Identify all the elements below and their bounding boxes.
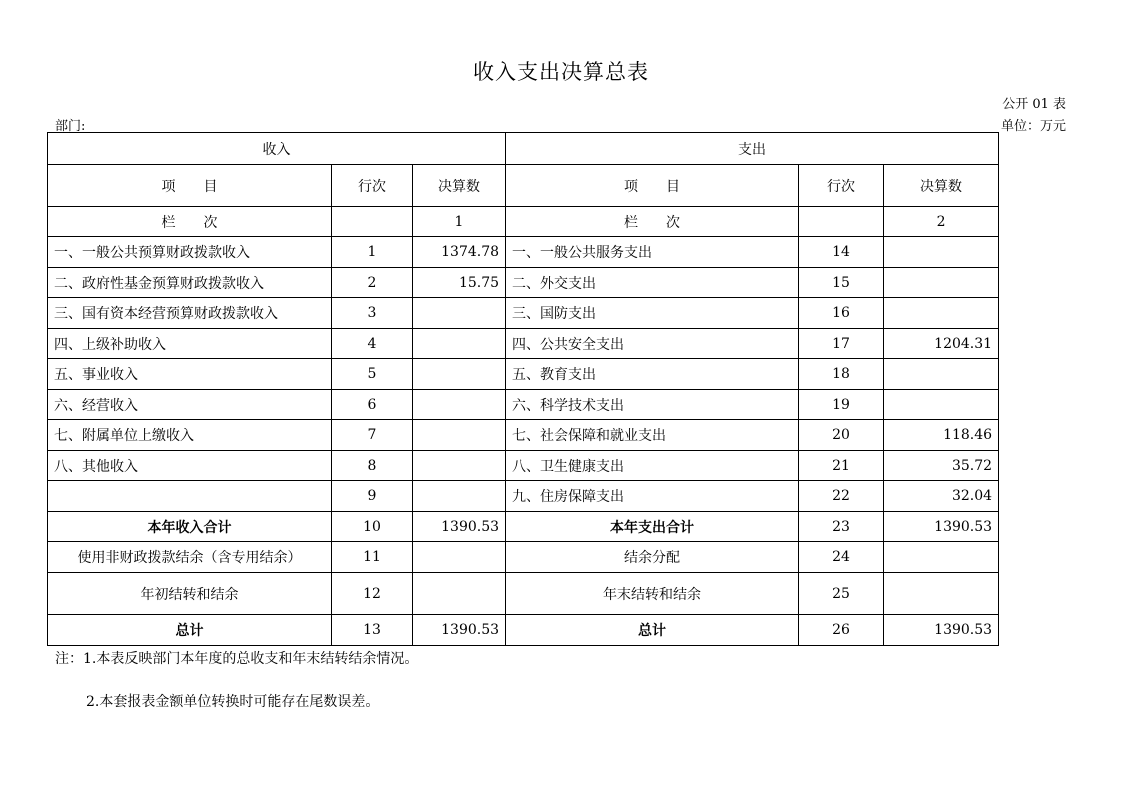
column-number-row xyxy=(48,207,999,237)
income-amount: 1374.78 xyxy=(413,237,506,268)
income-row-no: 5 xyxy=(332,359,413,390)
year-expense-total-label: 本年支出合计 xyxy=(506,512,799,542)
expense-row-no: 21 xyxy=(799,451,884,481)
income-column-label: 栏 次 xyxy=(48,207,332,237)
expense-amount: 35.72 xyxy=(884,451,999,481)
expense-item: 七、社会保障和就业支出 xyxy=(506,420,799,451)
budget-summary-table xyxy=(47,132,999,646)
expense-amount xyxy=(884,298,999,329)
non-fiscal-surplus-amount xyxy=(413,542,506,573)
income-row-no-header: 行次 xyxy=(332,165,413,207)
income-amount xyxy=(413,481,506,512)
expense-row-no-header: 行次 xyxy=(799,165,884,207)
year-income-total-row-no: 10 xyxy=(332,512,413,542)
section-header-row xyxy=(48,133,999,165)
expense-row-no: 20 xyxy=(799,420,884,451)
income-amount-header: 决算数 xyxy=(413,165,506,207)
expense-item: 八、卫生健康支出 xyxy=(506,451,799,481)
expense-amount xyxy=(884,237,999,268)
table-row xyxy=(48,390,999,420)
income-row-no: 9 xyxy=(332,481,413,512)
expense-row-no: 15 xyxy=(799,268,884,298)
surplus-distribution-amount xyxy=(884,542,999,573)
income-row-no: 6 xyxy=(332,390,413,420)
table-row xyxy=(48,329,999,359)
income-column-number: 1 xyxy=(413,207,506,237)
expense-amount xyxy=(884,268,999,298)
empty-cell xyxy=(332,207,413,237)
surplus-distribution-label: 结余分配 xyxy=(506,542,799,573)
empty-cell xyxy=(799,207,884,237)
grand-total-expense-label: 总计 xyxy=(506,615,799,646)
year-income-total-amount: 1390.53 xyxy=(413,512,506,542)
begin-carry-amount xyxy=(413,573,506,615)
table-row xyxy=(48,451,999,481)
non-fiscal-surplus-row-no: 11 xyxy=(332,542,413,573)
expense-amount-header: 决算数 xyxy=(884,165,999,207)
grand-total-expense-row-no: 26 xyxy=(799,615,884,646)
begin-carry-row-no: 12 xyxy=(332,573,413,615)
expense-column-label: 栏 次 xyxy=(506,207,799,237)
year-expense-total-amount: 1390.53 xyxy=(884,512,999,542)
expense-item: 六、科学技术支出 xyxy=(506,390,799,420)
grand-total-income-label: 总计 xyxy=(48,615,332,646)
expense-row-no: 18 xyxy=(799,359,884,390)
income-item: 二、政府性基金预算财政拨款收入 xyxy=(48,268,332,298)
income-item-header: 项 目 xyxy=(48,165,332,207)
grand-total-income-row-no: 13 xyxy=(332,615,413,646)
note-1: 注：1.本表反映部门本年度的总收支和年末结转结余情况。 xyxy=(55,651,419,667)
form-number: 公开 01 表 xyxy=(1002,97,1066,112)
expense-amount xyxy=(884,390,999,420)
year-total-row xyxy=(48,512,999,542)
carry-over-row xyxy=(48,573,999,615)
income-amount xyxy=(413,451,506,481)
table-row xyxy=(48,481,999,512)
income-row-no: 4 xyxy=(332,329,413,359)
income-item: 八、其他收入 xyxy=(48,451,332,481)
income-item xyxy=(48,481,332,512)
expense-column-number: 2 xyxy=(884,207,999,237)
end-carry-label: 年末结转和结余 xyxy=(506,573,799,615)
income-item: 四、上级补助收入 xyxy=(48,329,332,359)
grand-total-expense-amount: 1390.53 xyxy=(884,615,999,646)
income-amount xyxy=(413,329,506,359)
income-item: 一、一般公共预算财政拨款收入 xyxy=(48,237,332,268)
income-section-header: 收入 xyxy=(48,133,506,165)
income-row-no: 1 xyxy=(332,237,413,268)
table-row xyxy=(48,359,999,390)
non-fiscal-row xyxy=(48,542,999,573)
end-carry-amount xyxy=(884,573,999,615)
expense-section-header: 支出 xyxy=(506,133,999,165)
department-label: 部门: xyxy=(55,119,86,134)
expense-item: 一、一般公共服务支出 xyxy=(506,237,799,268)
expense-item: 四、公共安全支出 xyxy=(506,329,799,359)
expense-amount: 118.46 xyxy=(884,420,999,451)
expense-row-no: 19 xyxy=(799,390,884,420)
income-amount xyxy=(413,298,506,329)
income-item: 六、经营收入 xyxy=(48,390,332,420)
expense-item: 三、国防支出 xyxy=(506,298,799,329)
year-expense-total-row-no: 23 xyxy=(799,512,884,542)
income-item: 七、附属单位上缴收入 xyxy=(48,420,332,451)
grand-total-row xyxy=(48,615,999,646)
column-header-row xyxy=(48,165,999,207)
expense-amount xyxy=(884,359,999,390)
non-fiscal-surplus-label: 使用非财政拨款结余（含专用结余） xyxy=(48,542,332,573)
income-row-no: 3 xyxy=(332,298,413,329)
unit-label: 单位：万元 xyxy=(1000,119,1066,134)
expense-row-no: 17 xyxy=(799,329,884,359)
income-row-no: 7 xyxy=(332,420,413,451)
page-title: 收入支出决算总表 xyxy=(473,60,649,84)
expense-amount: 32.04 xyxy=(884,481,999,512)
income-amount xyxy=(413,359,506,390)
income-row-no: 2 xyxy=(332,268,413,298)
income-amount xyxy=(413,390,506,420)
expense-item: 五、教育支出 xyxy=(506,359,799,390)
income-item: 五、事业收入 xyxy=(48,359,332,390)
income-item: 三、国有资本经营预算财政拨款收入 xyxy=(48,298,332,329)
income-amount: 15.75 xyxy=(413,268,506,298)
table-row xyxy=(48,237,999,268)
expense-row-no: 22 xyxy=(799,481,884,512)
income-amount xyxy=(413,420,506,451)
expense-row-no: 14 xyxy=(799,237,884,268)
expense-amount: 1204.31 xyxy=(884,329,999,359)
income-row-no: 8 xyxy=(332,451,413,481)
expense-row-no: 16 xyxy=(799,298,884,329)
table-row xyxy=(48,298,999,329)
expense-item: 九、住房保障支出 xyxy=(506,481,799,512)
begin-carry-label: 年初结转和结余 xyxy=(48,573,332,615)
surplus-distribution-row-no: 24 xyxy=(799,542,884,573)
end-carry-row-no: 25 xyxy=(799,573,884,615)
expense-item-header: 项 目 xyxy=(506,165,799,207)
grand-total-income-amount: 1390.53 xyxy=(413,615,506,646)
table-row xyxy=(48,420,999,451)
table-row xyxy=(48,268,999,298)
note-2: 2.本套报表金额单位转换时可能存在尾数误差。 xyxy=(86,694,380,710)
expense-item: 二、外交支出 xyxy=(506,268,799,298)
year-income-total-label: 本年收入合计 xyxy=(48,512,332,542)
